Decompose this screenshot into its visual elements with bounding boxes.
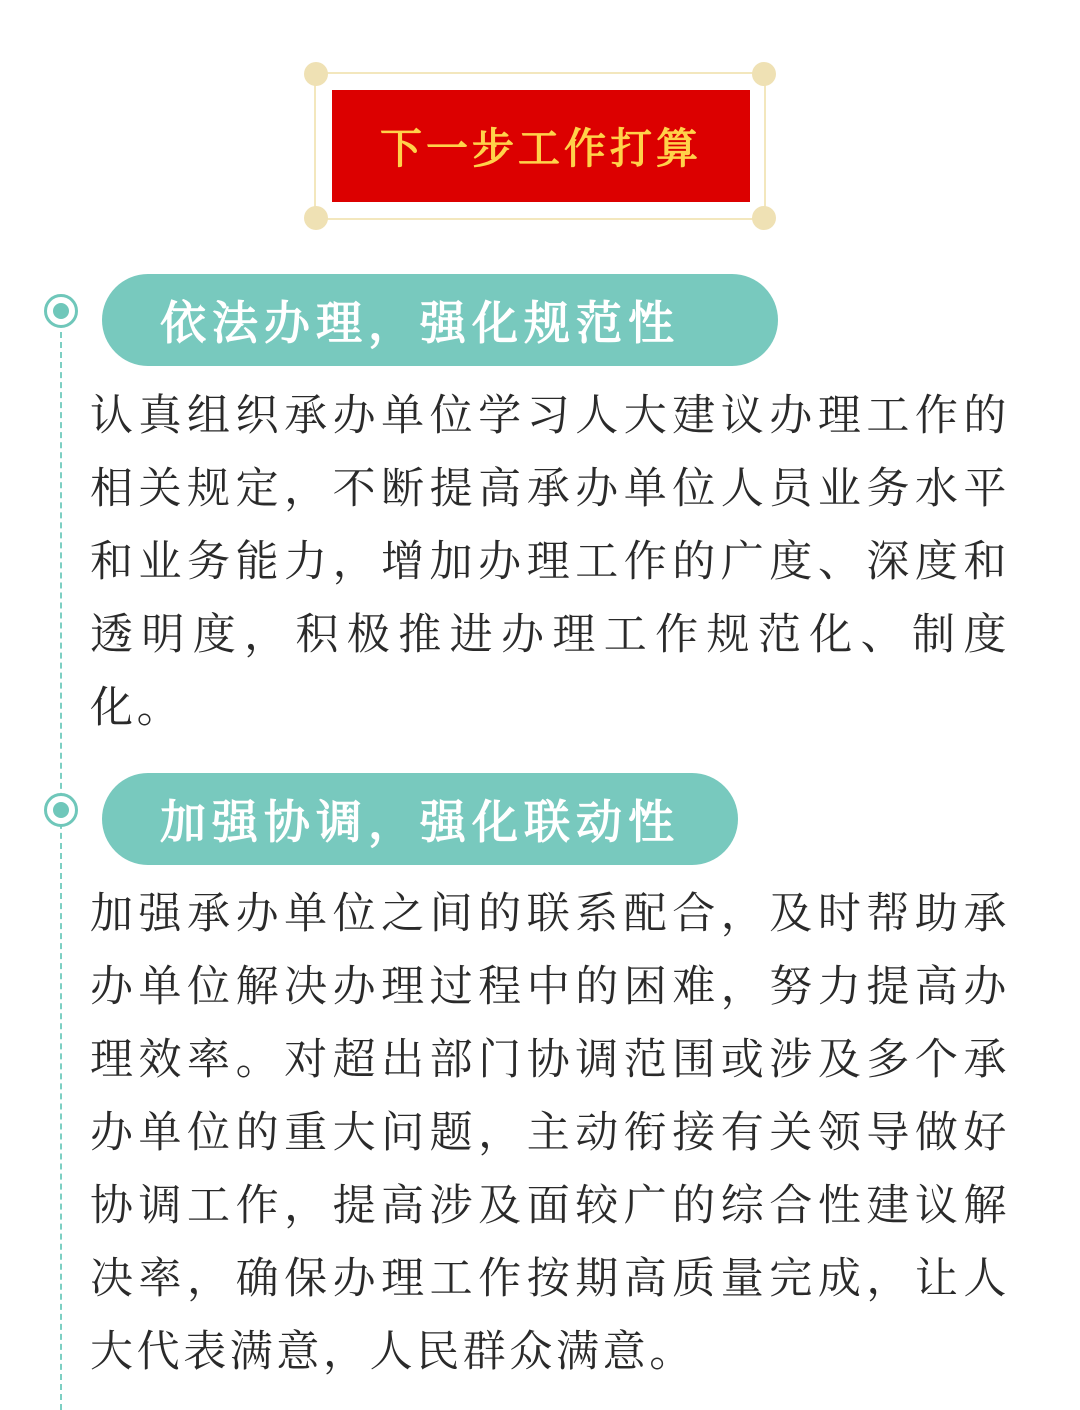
timeline-dashed-line: [60, 332, 62, 1410]
section-heading-pill: [102, 773, 738, 865]
frame-corner-ornament: [752, 206, 776, 230]
section-heading-pill: [102, 274, 778, 366]
page-title: 下一步工作打算: [379, 124, 702, 173]
section-body-text: 加强承办单位之间的联系配合，及时帮助承办单位解决办理过程中的困难，努力提高办理效率。对超出部门协调范围或涉及多个承办单位的重大问题，主动衔接有关领导做好协调工作，提高涉及面较广的综合性建议解决率，确保办理工作按期高质量完成，让人大代表满意，人民群众满意。: [90, 889, 1010, 1377]
title-frame: [314, 72, 766, 220]
timeline-dot-icon: [44, 294, 78, 328]
frame-corner-ornament: [304, 206, 328, 230]
section-body-text: 认真组织承办单位学习人大建议办理工作的相关规定，不断提高承办单位人员业务水平和业务能力，增加办理工作的广度、深度和透明度，积极推进办理工作规范化、制度化。: [90, 391, 1010, 733]
timeline-dot-icon: [44, 793, 78, 827]
section-heading: 加强协调，强化联动性: [160, 795, 680, 849]
frame-corner-ornament: [752, 62, 776, 86]
title-banner: [332, 90, 750, 202]
section-heading: 依法办理，强化规范性: [160, 296, 680, 350]
frame-corner-ornament: [304, 62, 328, 86]
